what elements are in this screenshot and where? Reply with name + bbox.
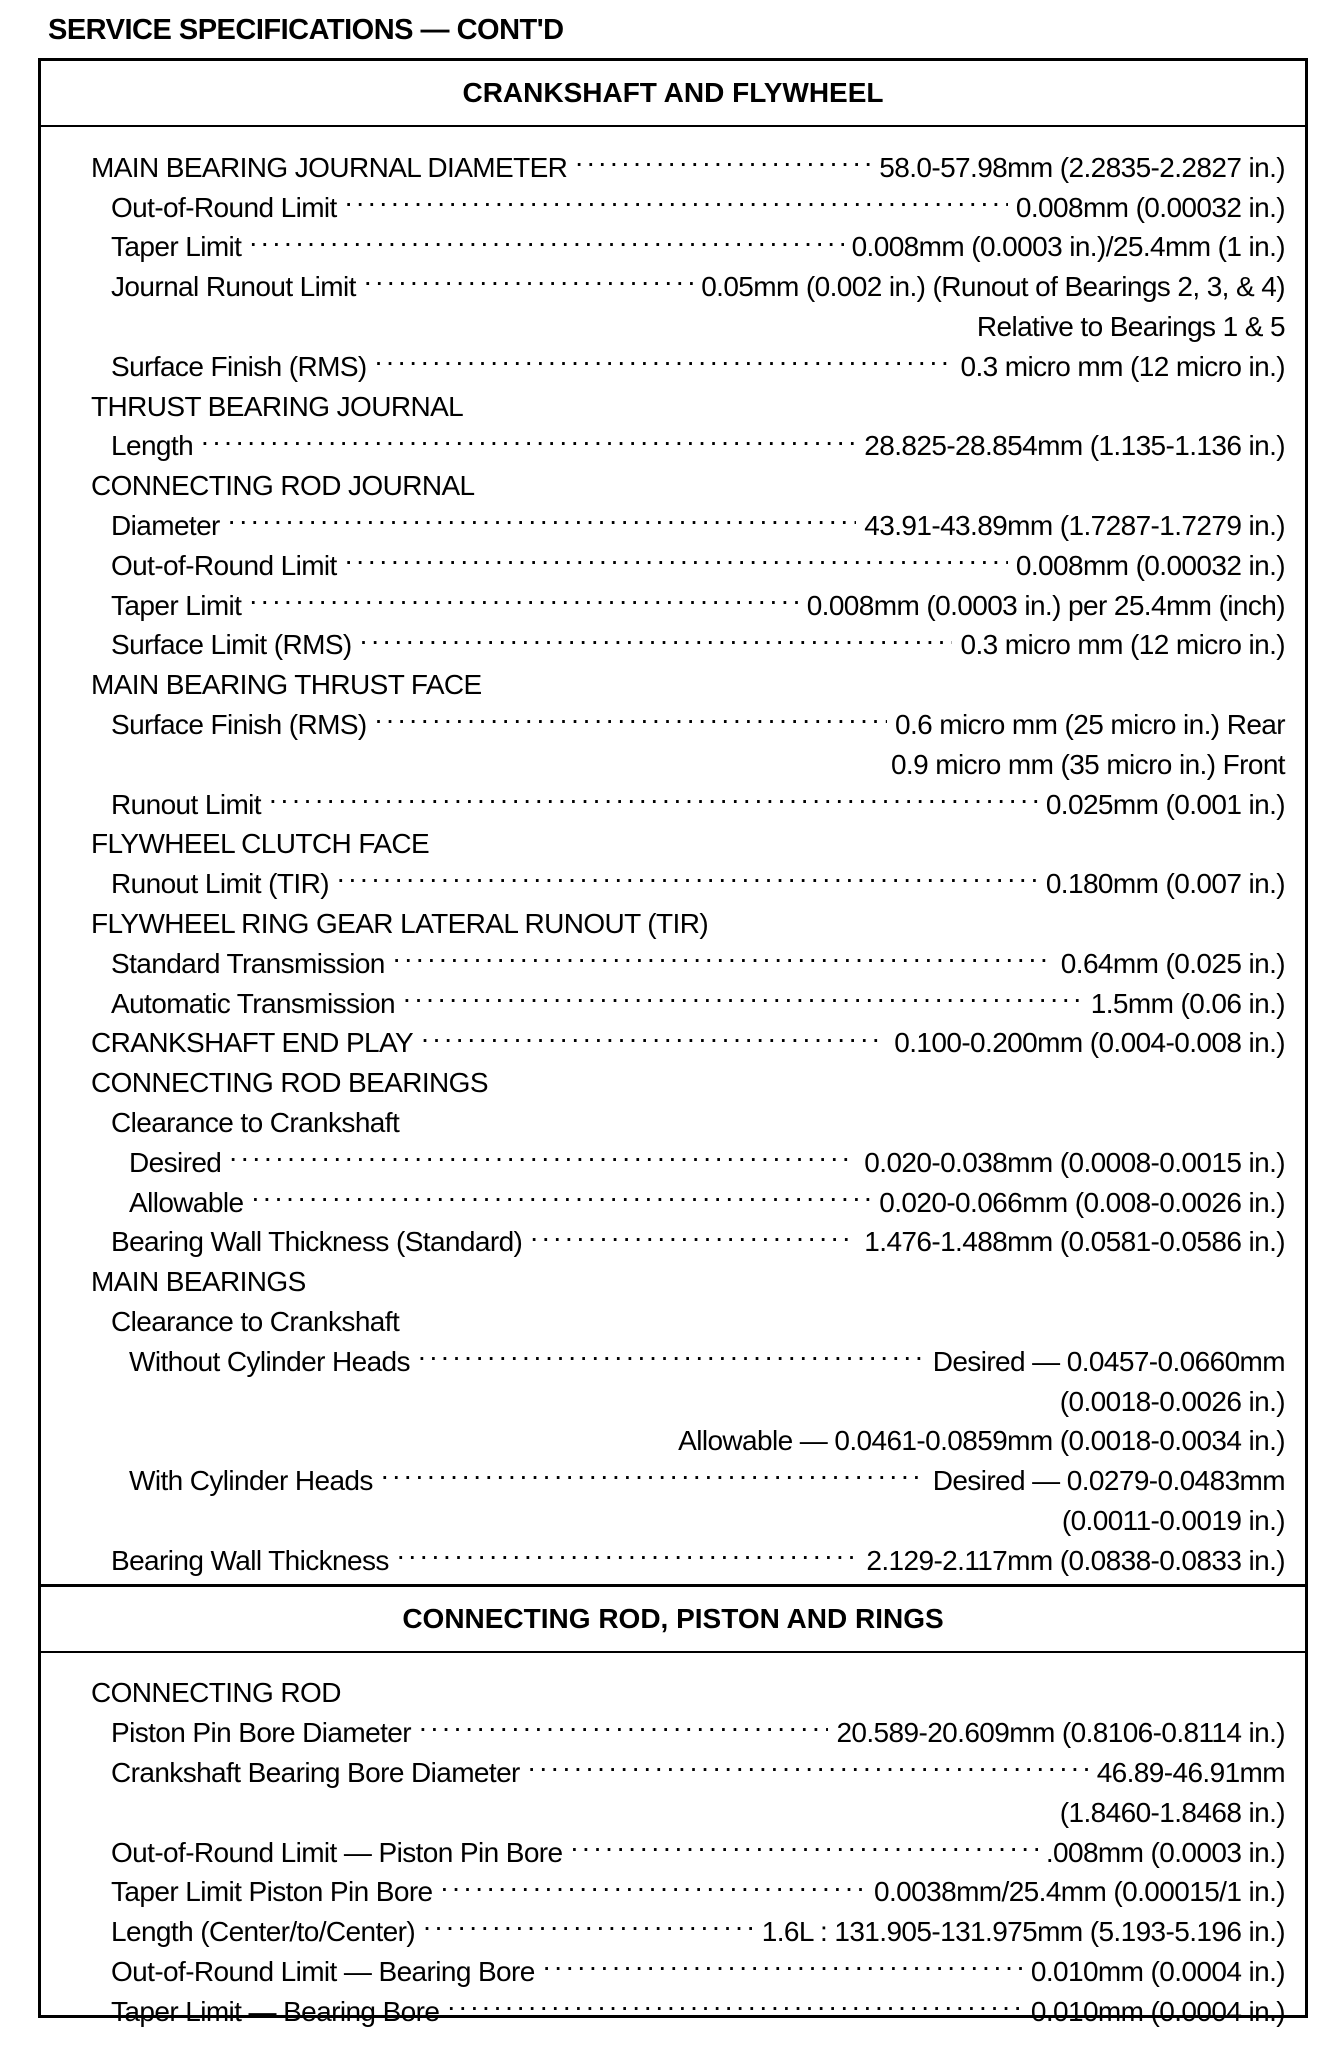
spec-value: 0.020-0.066mm (0.008-0.0026 in.) <box>879 1186 1285 1218</box>
spec-label: CRANKSHAFT END PLAY <box>91 1027 414 1059</box>
spec-value: 1.6L : 131.905-131.975mm (5.193-5.196 in.) <box>761 1916 1285 1948</box>
spec-label: Desired <box>129 1146 222 1178</box>
spec-label: Taper Limit Piston Pin Bore <box>111 1876 433 1908</box>
dot-leader <box>418 1331 925 1371</box>
dot-leader <box>397 1530 859 1570</box>
spec-value: Allowable — 0.0461-0.0859mm (0.0018-0.0034 in.) <box>678 1425 1285 1457</box>
spec-label: CONNECTING ROD BEARINGS <box>91 1067 488 1099</box>
spec-value: 0.010mm (0.0004 in.) <box>1030 1956 1285 1988</box>
spec-value: .008mm (0.0003 in.) <box>1045 1836 1285 1868</box>
spec-value: 58.0-57.98mm (2.2835-2.2827 in.) <box>879 151 1285 183</box>
spec-row <box>41 495 1305 541</box>
dot-leader <box>421 1013 886 1053</box>
spec-label: Runout Limit <box>111 788 261 820</box>
dot-leader <box>228 495 857 535</box>
dot-leader <box>423 1901 754 1941</box>
spec-rows <box>41 127 1305 1576</box>
spec-value: 0.6 micro mm (25 micro in.) Rear <box>895 708 1285 740</box>
spec-value: 0.3 micro mm (12 micro in.) <box>960 629 1285 661</box>
section-crankshaft-flywheel <box>41 61 1305 1576</box>
spec-label: Surface Finish (RMS) <box>111 350 367 382</box>
spec-label: Bearing Wall Thickness <box>111 1544 389 1576</box>
spec-label: Bearing Wall Thickness (Standard) <box>111 1226 523 1258</box>
spec-value: 46.89-46.91mm <box>1096 1757 1285 1789</box>
dot-leader <box>403 973 1083 1013</box>
spec-value: 0.008mm (0.0003 in.) per 25.4mm (inch) <box>806 589 1285 621</box>
spec-value: 0.3 micro mm (12 micro in.) <box>960 350 1285 382</box>
dot-leader <box>419 1702 828 1742</box>
spec-value: 20.589-20.609mm (0.8106-0.8114 in.) <box>836 1717 1285 1749</box>
spec-value: 43.91-43.89mm (1.7287-1.7279 in.) <box>864 509 1285 541</box>
spec-label: Taper Limit <box>111 589 242 621</box>
spec-label: Clearance to Crankshaft <box>111 1106 400 1138</box>
spec-row <box>41 416 1305 462</box>
spec-label: Crankshaft Bearing Bore Diameter <box>111 1757 520 1789</box>
spec-row <box>41 1663 1305 1709</box>
spec-value: Relative to Bearings 1 & 5 <box>976 310 1285 342</box>
spec-value: 0.05mm (0.002 in.) (Runout of Bearings 2, 3, & 4) <box>701 271 1285 303</box>
spec-label: Length <box>111 430 194 462</box>
spec-label: Out-of-Round Limit — Piston Pin Bore <box>111 1836 563 1868</box>
dot-leader <box>530 1212 856 1252</box>
section-connecting-rod-piston-rings <box>41 1584 1305 2027</box>
spec-row <box>41 1132 1305 1178</box>
dot-leader <box>229 1132 856 1172</box>
spec-label: Runout Limit (TIR) <box>111 868 329 900</box>
spec-label: FLYWHEEL CLUTCH FACE <box>91 828 430 860</box>
spec-label: Out-of-Round Limit — Bearing Bore <box>111 1956 535 1988</box>
dot-leader <box>571 1822 1038 1862</box>
spec-value: 0.100-0.200mm (0.004-0.008 in.) <box>894 1027 1285 1059</box>
spec-label: Journal Runout Limit <box>111 271 356 303</box>
spec-label: Allowable <box>129 1186 244 1218</box>
spec-value: 0.020-0.038mm (0.0008-0.0015 in.) <box>864 1146 1285 1178</box>
spec-label: With Cylinder Heads <box>129 1465 373 1497</box>
spec-label: CONNECTING ROD JOURNAL <box>91 470 475 502</box>
spec-label: Taper Limit <box>111 231 242 263</box>
spec-value: 2.129-2.117mm (0.0838-0.0833 in.) <box>866 1544 1285 1576</box>
dot-leader <box>575 137 871 177</box>
dot-leader <box>393 933 1053 973</box>
dot-leader <box>360 615 953 655</box>
spec-value: 0.008mm (0.00032 in.) <box>1015 549 1285 581</box>
spec-label: CONNECTING ROD <box>91 1677 341 1709</box>
spec-label: FLYWHEEL RING GEAR LATERAL RUNOUT (TIR) <box>91 907 709 939</box>
dot-leader <box>543 1941 1023 1981</box>
spec-row <box>41 137 1305 183</box>
spec-value: 0.9 micro mm (35 micro in.) Front <box>890 748 1285 780</box>
spec-value: (1.8460-1.8468 in.) <box>1059 1796 1285 1828</box>
page-header: SERVICE SPECIFICATIONS — CONT'D <box>48 14 564 46</box>
section-title: CRANKSHAFT AND FLYWHEEL <box>41 61 1305 127</box>
spec-value: 0.64mm (0.025 in.) <box>1060 947 1285 979</box>
spec-label: Piston Pin Bore Diameter <box>111 1717 411 1749</box>
dot-leader <box>337 853 1038 893</box>
dot-leader <box>447 1981 1023 2021</box>
spec-label: Taper Limit — Bearing Bore <box>111 1995 440 2027</box>
dot-leader <box>249 575 798 615</box>
spec-label: MAIN BEARINGS <box>91 1266 306 1298</box>
dot-leader <box>269 774 1038 814</box>
spec-value: 0.008mm (0.0003 in.)/25.4mm (1 in.) <box>851 231 1285 263</box>
dot-leader <box>249 217 843 257</box>
spec-value: 0.010mm (0.0004 in.) <box>1030 1995 1285 2027</box>
spec-label: MAIN BEARING JOURNAL DIAMETER <box>91 151 568 183</box>
spec-value: 0.025mm (0.001 in.) <box>1045 788 1285 820</box>
spec-value: Desired — 0.0279-0.0483mm <box>932 1465 1285 1497</box>
spec-rows <box>41 1653 1305 2027</box>
spec-label: Diameter <box>111 509 220 541</box>
spec-label: THRUST BEARING JOURNAL <box>91 390 464 422</box>
spec-value: (0.0011-0.0019 in.) <box>1061 1504 1285 1536</box>
spec-label: Automatic Transmission <box>111 987 396 1019</box>
spec-value: 1.5mm (0.06 in.) <box>1090 987 1285 1019</box>
spec-label: Surface Finish (RMS) <box>111 708 367 740</box>
spec-label: Standard Transmission <box>111 947 385 979</box>
spec-label: Clearance to Crankshaft <box>111 1305 400 1337</box>
section-title: CONNECTING ROD, PISTON AND RINGS <box>41 1587 1305 1653</box>
dot-leader <box>375 336 953 376</box>
spec-value: 0.008mm (0.00032 in.) <box>1015 191 1285 223</box>
spec-label: Out-of-Round Limit <box>111 191 337 223</box>
spec-label: Length (Center/to/Center) <box>111 1916 416 1948</box>
spec-value: 28.825-28.854mm (1.135-1.136 in.) <box>864 430 1285 462</box>
spec-table-frame <box>38 58 1308 2027</box>
dot-leader <box>441 1862 867 1902</box>
dot-leader <box>345 177 1008 217</box>
spec-label: MAIN BEARING THRUST FACE <box>91 669 482 701</box>
dot-leader <box>528 1742 1089 1782</box>
dot-leader <box>201 416 856 456</box>
dot-leader <box>364 256 693 296</box>
spec-value: 0.0038mm/25.4mm (0.00015/1 in.) <box>874 1876 1285 1908</box>
spec-label: Surface Limit (RMS) <box>111 629 352 661</box>
dot-leader <box>375 694 887 734</box>
dot-leader <box>345 535 1008 575</box>
spec-value: 0.180mm (0.007 in.) <box>1045 868 1285 900</box>
spec-label: Out-of-Round Limit <box>111 549 337 581</box>
dot-leader <box>251 1172 871 1212</box>
spec-value: 1.476-1.488mm (0.0581-0.0586 in.) <box>864 1226 1285 1258</box>
spec-value: (0.0018-0.0026 in.) <box>1059 1385 1285 1417</box>
spec-value: Desired — 0.0457-0.0660mm <box>932 1345 1285 1377</box>
dot-leader <box>381 1450 925 1490</box>
spec-label: Without Cylinder Heads <box>129 1345 410 1377</box>
